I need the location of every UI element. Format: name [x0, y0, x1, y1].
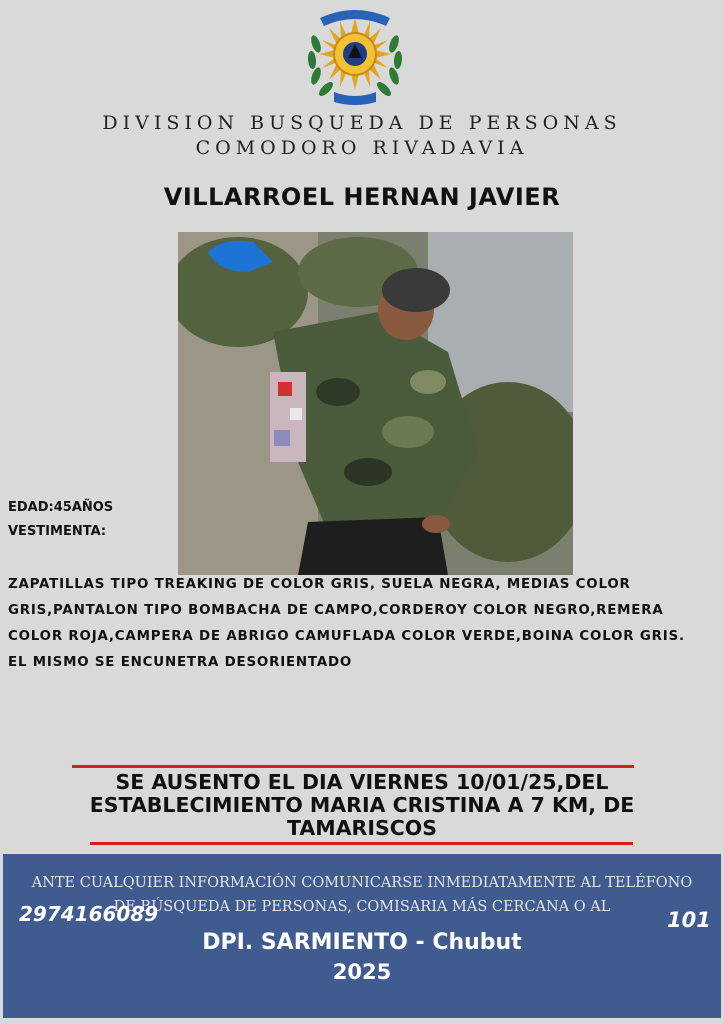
description-line: COLOR ROJA,CAMPERA DE ABRIGO CAMUFLADA COLOR VERDE,BOINA COLOR GRIS. [8, 629, 685, 644]
absence-line: SE AUSENTO EL DIA VIERNES 10/01/25,DEL [115, 770, 609, 794]
clothing-label: VESTIMENTA: [8, 524, 107, 539]
contact-line: ANTE CUALQUIER INFORMACIÓN COMUNICARSE INMEDIATAMENTE AL TELÉFONO [31, 875, 693, 891]
contact-footer [3, 854, 721, 1018]
description-line: ZAPATILLAS TIPO TREAKING DE COLOR GRIS, SUELA NEGRA, MEDIAS COLOR [8, 577, 631, 592]
red-divider-top [72, 765, 634, 768]
police-seal-icon [302, 4, 408, 106]
clothing-description [8, 574, 718, 678]
department-title: DIVISION BUSQUEDA DE PERSONAS [102, 112, 622, 134]
year: 2025 [332, 960, 392, 984]
absence-line: TAMARISCOS [287, 816, 437, 840]
description-line: GRIS,PANTALON TIPO BOMBACHA DE CAMPO,CORDEROY COLOR NEGRO,REMERA [8, 603, 664, 618]
missing-person-photo [178, 232, 573, 575]
description-line: EL MISMO SE ENCUNETRA DESORIENTADO [8, 655, 353, 670]
contact-phone: 2974166089 [19, 902, 159, 926]
missing-person-name: VILLARROEL HERNAN JAVIER [163, 183, 561, 211]
red-divider-bottom [90, 842, 633, 845]
department-city: COMODORO RIVADAVIA [195, 137, 529, 159]
person-age: EDAD:45AÑOS [8, 500, 114, 515]
police-unit: DPI. SARMIENTO - Chubut [202, 930, 522, 955]
absence-notice [0, 771, 724, 840]
emergency-number: 101 [667, 908, 711, 932]
absence-line: ESTABLECIMIENTO MARIA CRISTINA A 7 KM, DE [89, 793, 635, 817]
contact-line: DE BÚSQUEDA DE PERSONAS, COMISARIA MÁS CERCANA O AL [113, 899, 611, 915]
